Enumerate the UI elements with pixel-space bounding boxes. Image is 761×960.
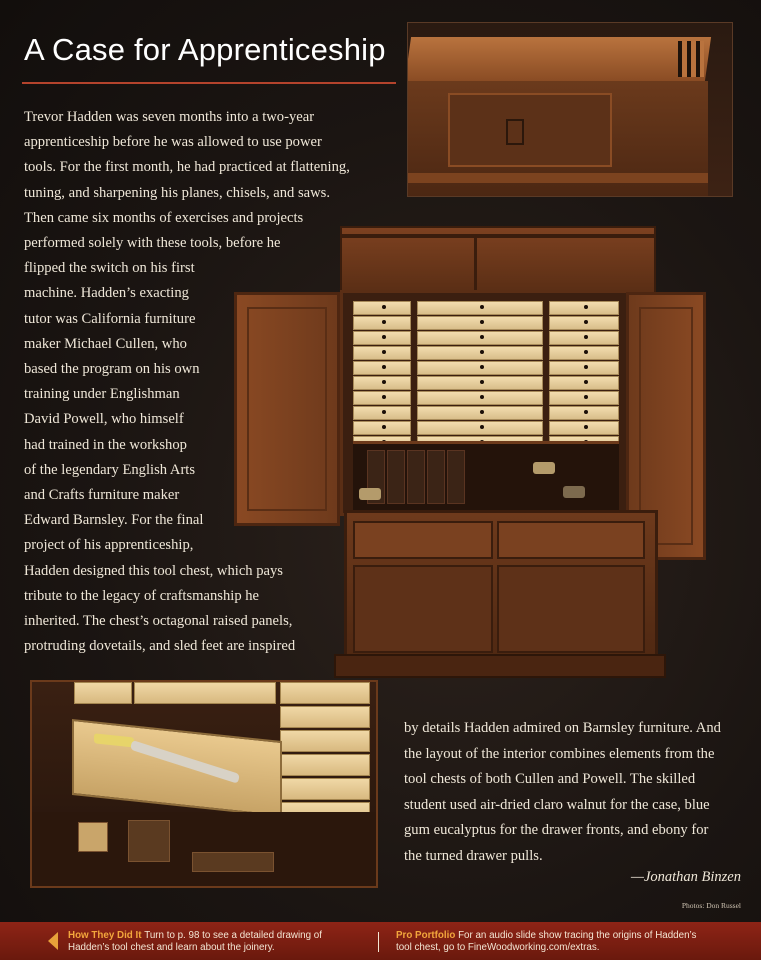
text-line: tuning, and sharpening his planes, chisels, and saws. — [24, 184, 331, 201]
text-line: by details Hadden admired on Barnsley furniture. And — [404, 720, 721, 736]
text-line: inherited. The chest’s octagonal raised panels, — [24, 613, 293, 630]
left-arrow-icon — [48, 932, 58, 950]
photo-credit: Photos: Don Russel — [681, 901, 741, 910]
footer-bar — [0, 922, 761, 960]
text-line: machine. Hadden’s exacting — [24, 285, 189, 302]
chest-interior — [340, 290, 638, 516]
tool-shelf — [353, 441, 619, 510]
text-line: of the legendary English Arts — [24, 461, 196, 478]
pro-portfolio-line1: For an audio slide show tracing the origins of Hadden’s — [458, 930, 697, 941]
drawer-column-middle — [417, 301, 543, 435]
text-line: performed solely with these tools, before he — [24, 235, 281, 252]
text-line: gum eucalyptus for the drawer fronts, and ebony for — [404, 822, 709, 839]
text-line: and Crafts furniture maker — [24, 487, 180, 504]
escutcheon — [506, 119, 524, 145]
article-body-intro — [24, 105, 350, 659]
how-they-did-it-line2: Hadden’s tool chest and learn about the joinery. — [68, 942, 275, 953]
text-line: had trained in the workshop — [24, 436, 187, 453]
pro-portfolio-label: Pro Portfolio — [396, 930, 456, 941]
text-line: Trevor Hadden was seven months into a two-year — [24, 109, 315, 125]
chest-base — [344, 510, 658, 664]
text-line: tool chests of both Cullen and Powell. The skilled — [404, 771, 696, 788]
text-line: the turned drawer pulls. — [404, 847, 543, 864]
text-line: Then came six months of exercises and projects — [24, 209, 304, 226]
title-underline — [22, 82, 396, 84]
upper-chest-section — [340, 226, 656, 294]
how-they-did-it-block — [68, 930, 322, 954]
text-line: maker Michael Cullen, who — [24, 335, 187, 352]
dovetail-joints — [678, 41, 704, 77]
text-line: the layout of the interior combines elements from the — [404, 745, 715, 762]
drawer-column-left — [353, 301, 411, 435]
article-title: A Case for Apprenticeship — [24, 32, 386, 67]
sled-feet — [334, 654, 666, 678]
how-they-did-it-line1: Turn to p. 98 to see a detailed drawing of — [144, 930, 322, 941]
article-body-closing — [404, 716, 721, 870]
text-line: flipped the switch on his first — [24, 260, 195, 277]
text-line: based the program on his own — [24, 361, 200, 378]
chest-lid — [407, 37, 711, 81]
text-line: apprenticeship before he was allowed to use power — [24, 134, 322, 151]
text-line: protruding dovetails, and sled feet are inspired — [24, 638, 296, 655]
text-line: tribute to the legacy of craftsmanship he — [24, 587, 260, 604]
open-drawer-photo — [30, 680, 378, 888]
how-they-did-it-label: How They Did It — [68, 930, 142, 941]
text-line: project of his apprenticeship, — [24, 537, 194, 554]
text-line: Hadden designed this tool chest, which pays — [24, 562, 283, 579]
text-line: Edward Barnsley. For the final — [24, 512, 204, 529]
text-line: tools. For the first month, he had practiced at flattening, — [24, 159, 350, 176]
pro-portfolio-line2: tool chest, go to FineWoodworking.com/extras. — [396, 942, 600, 953]
byline: —Jonathan Binzen — [631, 869, 741, 885]
text-line: tutor was California furniture — [24, 310, 196, 327]
chest-rail — [408, 173, 708, 183]
lower-shelf — [32, 812, 376, 886]
pro-portfolio-block — [396, 930, 696, 954]
text-line: David Powell, who himself — [24, 411, 184, 428]
text-line: student used air-dried claro walnut for the case, blue — [404, 796, 710, 813]
chest-top-photo — [407, 22, 733, 197]
footer-divider — [378, 932, 379, 952]
text-line: training under Englishman — [24, 386, 180, 403]
drawer-column-right — [549, 301, 619, 435]
raised-panel — [448, 93, 612, 167]
